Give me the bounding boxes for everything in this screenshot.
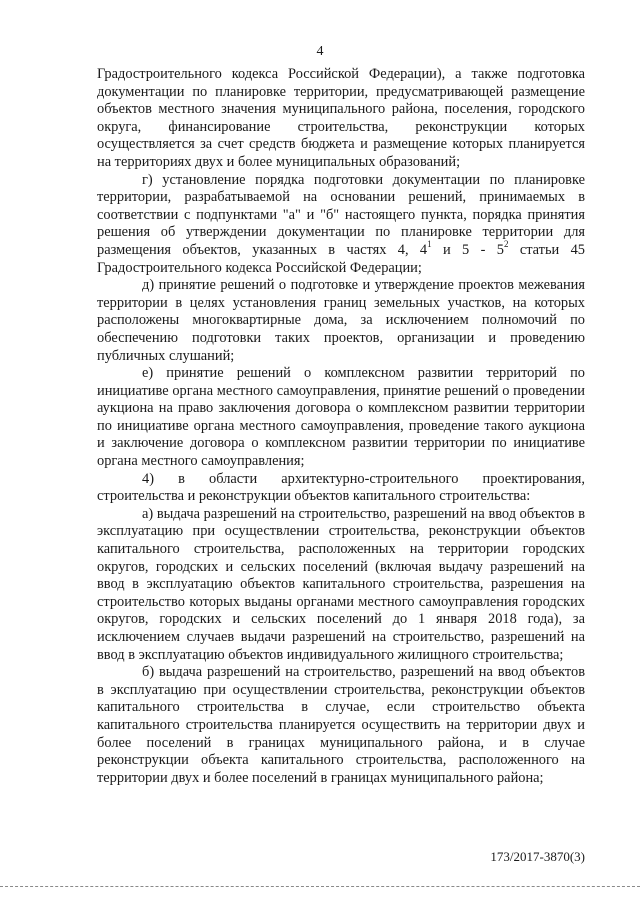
superscript-number: 2 [503,239,509,250]
paragraph-section-4: 4) в области архитектурно-строительного проектирования, строительства и реконструкции объектов капитального строительства: [97,470,585,505]
paragraph-item-g: г) установление порядка подготовки документации по планировке территории, разрабатываемой на основании решений, принимаемых в соответствии с подпунктами "а" и "б" настоящего пункта, порядка принятия решения об утверждении документации по планировке территории для размещения объектов, указанных в частях 4, $4^1$ и $5 - 5^2$ статьи 45 Градостроительного кодекса Российской Федерации; [97,171,585,276]
document-body [97,66,585,787]
scan-edge-divider [0,886,640,888]
paragraph-item-e: е) принятие решений о комплексном развитии территорий по инициативе органа местного самоуправления, принятие решений о проведении аукциона на право заключения договора о комплексном развитии территории по инициативе органа местного самоуправления, проведение такого аукциона и заключение договора о комплексном развитии территории по инициативе органа местного самоуправления; [97,365,585,470]
paragraph-item-a: а) выдача разрешений на строительство, разрешений на ввод объектов в эксплуатацию при осуществлении строительства, реконструкции объектов капитального строительства, расположенных на территории городских округов, городских и сельских поселений (включая выдачу разрешений на ввод в эксплуатацию объектов капитального строительства, разрешения на строительство которых выданы органами местного самоуправления городских округов, городских и сельских поселений до 1 января 2018 года), за исключением случаев выдачи разрешений на строительство, разрешений на ввод в эксплуатацию объектов индивидуального жилищного строительства; [97,505,585,663]
paragraph-item-b: б) выдача разрешений на строительство, разрешений на ввод объектов в эксплуатацию при осуществлении строительства, реконструкции объектов капитального строительства в случае, если строительство объекта капитального строительства планируется осуществить на территории двух и более поселений в границах муниципального района, и в случае реконструкции объекта капитального строительства, расположенного на территории двух и более поселений в границах муниципального района; [97,664,585,786]
paragraph-item-d: д) принятие решений о подготовке и утверждение проектов межевания территории в целях установления границ земельных участков, на которых расположены многоквартирные дома, за исключением полномочий по обеспечению подготовки таких проектов, организации и проведению публичных слушаний; [97,277,585,364]
superscript-number: 1 [427,239,432,250]
page-number: 4 [316,44,324,59]
paragraph-continuation: Градостроительного кодекса Российской Федерации), а также подготовка документации по планировке территории, предусматривающей размещение объектов местного значения муниципального района, поселения, городского округа, финансирование строительства, реконструкции которых осуществляется за счет средств бюджета и размещение которых планируется на территориях двух и более муниципальных образований; [97,66,585,170]
document-id: 173/2017-3870(3) [490,849,585,864]
